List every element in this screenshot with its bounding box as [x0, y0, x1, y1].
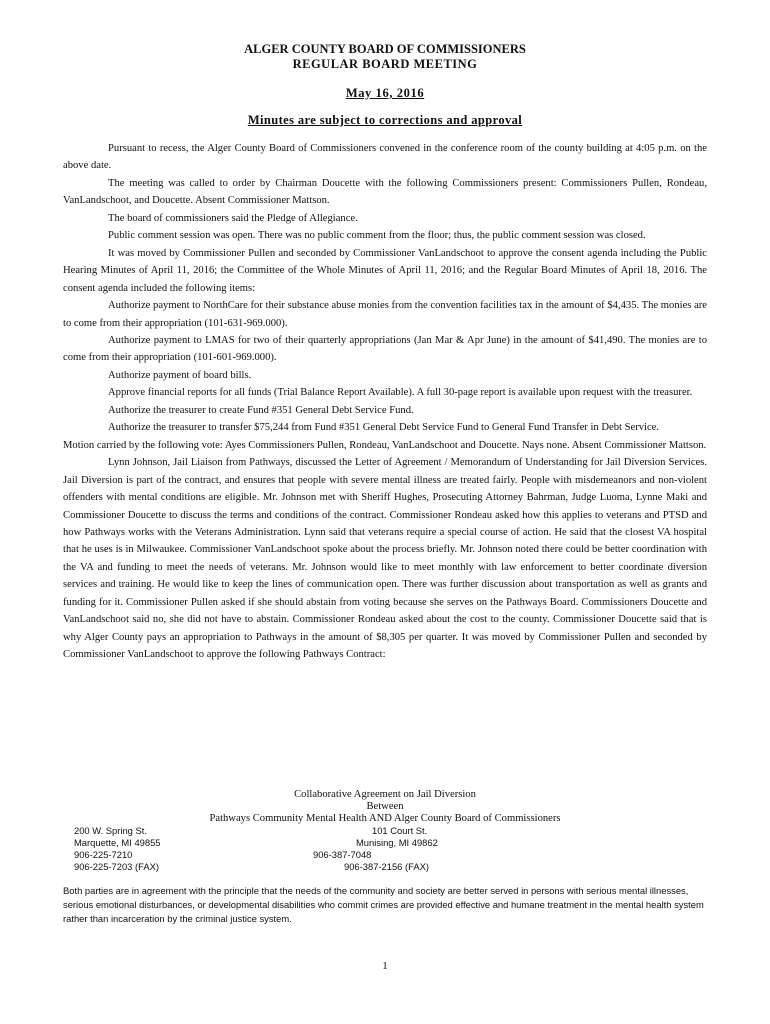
page-number: 1	[382, 960, 388, 972]
org-title: ALGER COUNTY BOARD OF COMMISSIONERS	[244, 42, 526, 56]
agreement-statement-block	[63, 884, 709, 925]
address-block	[74, 825, 708, 875]
paragraph: Authorize the treasurer to transfer $75,244 from Fund #351 General Debt Service Fund to General Fund Transfer in Debt Service.	[108, 422, 660, 434]
vote-paragraph: Motion carried by the following vote: Ayes Commissioners Pullen, Rondeau, VanLandschoot and Doucette. Nays none. Absent Commissioner Mattson.	[63, 439, 707, 451]
pathways-phone: 906-225-7210	[74, 849, 133, 861]
meeting-title: REGULAR BOARD MEETING	[292, 57, 478, 71]
county-city: Munising, MI 49862	[356, 837, 438, 849]
paragraph: The meeting was called to order by Chairman Doucette with the following Commissioners present: Commissioners Pullen, Rondeau, VanLandschoot, and Doucette. Absent Commissioner Mattson.	[63, 177, 707, 207]
agreement-between: Between	[366, 801, 404, 813]
paragraph: Approve financial reports for all funds (Trial Balance Report Available). A full 30-page report is available upon request with the treasurer.	[108, 387, 693, 399]
paragraph: The board of commissioners said the Pledge of Allegiance.	[108, 212, 358, 224]
county-street: 101 Court St.	[372, 825, 428, 837]
paragraph: Authorize the treasurer to create Fund #351 General Debt Service Fund.	[108, 404, 414, 416]
paragraph: Lynn Johnson, Jail Liaison from Pathways, discussed the Letter of Agreement / Memorandum of Understanding for Jail Diversion Services. Jail Diversion is part of the contract, and ensures that people with severe mental illness are treated fairly. People with misdemeanors and non-violent offenders with mental conditions are eligible. Mr. Johnson met with Sheriff Hughes, Prosecuting Attorney Bahrman, Judge Luoma, Lynne Maki and Commissioner Doucette to discuss the terms and conditions of the contract. Commissioner Rondeau asked how this applies to veterans and PTSD and how Pathways works with the Veterans Administration. Lynn said that veterans require a special course of action. He said that the closest VA hospital that he uses is in Milwaukee. Commissioner VanLandschoot spoke about the process briefly. Mr. Johnson noted there could be better coordination with the VA and funding to meet the needs of veterans. Mr. Johnson would like to meet monthly with law enforcement to better coordinate diversion services and training. He would like to keep the lines of communication open. There was further discussion about transportation as well as grants and funding for it. Commissioner Pullen asked if she should abstain from voting because she serves on the Pathways Board. Commissioners Doucette and VanLandschoot said no, she did not have to abstain. Commissioner Rondeau asked about the cost to the county. Commissioner Doucette said that is why Alger County pays an appropriation to Pathways in the amount of $8,305 per quarter. It was moved by Commissioner Pullen and seconded by Commissioner VanLandschoot to approve the following Pathways Contract:	[63, 457, 707, 661]
paragraph: It was moved by Commissioner Pullen and seconded by Commissioner VanLandschoot to approve the consent agenda including the Public Hearing Minutes of April 11, 2016; the Committee of the Whole Minutes of April 11, 2016; and the Regular Board Minutes of April 18, 2016. The consent agenda included the following items:	[63, 247, 707, 294]
county-phone: 906-387-7048	[313, 849, 372, 861]
pathways-city: Marquette, MI 49855	[74, 837, 161, 849]
pathways-street: 200 W. Spring St.	[74, 825, 147, 837]
agreement-block	[62, 789, 708, 875]
paragraph: Authorize payment to LMAS for two of their quarterly appropriations (Jan Mar & Apr June) in the amount of $41,490. The monies are to come from their appropriation (101-601-969.000).	[63, 334, 707, 364]
agreement-title: Collaborative Agreement on Jail Diversion	[294, 789, 476, 800]
paragraph: Public comment session was open. There was no public comment from the floor; thus, the public comment session was closed.	[108, 230, 646, 242]
agreement-parties: Pathways Community Mental Health AND Alger County Board of Commissioners	[209, 813, 561, 825]
paragraph: Authorize payment to NorthCare for their substance abuse monies from the convention facilities tax in the amount of $4,435. The monies are to come from their appropriation (101-631-969.000).	[63, 300, 707, 329]
pathways-fax: 906-225-7203 (FAX)	[74, 861, 159, 873]
minutes-body	[63, 140, 707, 664]
approval-notice: Minutes are subject to corrections and approval	[247, 113, 523, 127]
county-fax: 906-387-2156 (FAX)	[344, 861, 429, 873]
paragraph: Authorize payment of board bills.	[108, 369, 252, 381]
paragraph: Pursuant to recess, the Alger County Board of Commissioners convened in the conference room of the county building at 4:05 p.m. on the above date.	[63, 143, 707, 172]
agreement-statement: Both parties are in agreement with the principle that the needs of the community and society are better served in persons with serious mental illnesses, serious emotional disturbances, or developmental disabilities who commit crimes are provided effective and humane treatment in the mental health system rather than incarceration by the criminal justice system.	[63, 885, 704, 924]
meeting-date: May 16, 2016	[345, 86, 425, 100]
